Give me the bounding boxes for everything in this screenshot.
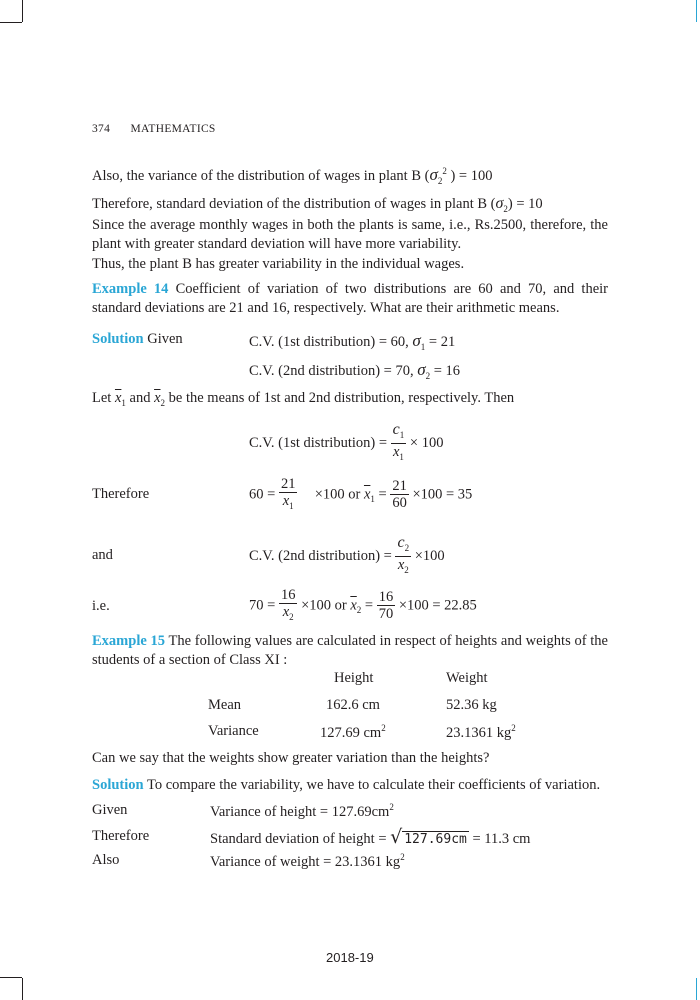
cv2-formula: C.V. (2nd distribution) = $\frac{c_2}{\overline{x}_2}$ ×100 — [249, 535, 445, 578]
page-number: 374 — [92, 123, 111, 135]
example-label: Example 14 — [92, 281, 169, 297]
fraction: $\frac{c_1}{\overline{x}_1}$ — [391, 422, 407, 465]
sd-b-line: Therefore, standard deviation of the distribution of wages in plant B $(\sigma_2) = 10$ — [92, 195, 543, 214]
fraction: $\frac{16}{70}$ — [378, 589, 394, 623]
crop-mark — [0, 977, 22, 978]
given-text: Variance of height = $127.69cm^2$ — [210, 802, 394, 820]
question-line: Can we say that the weights show greater variation than the heights? — [92, 750, 490, 766]
example-14: Example 14 Coefficient of variation of two distributions are 60 and 70, and their standard deviations are 21 and 16, respectively. What are their arithmetic means. — [92, 281, 608, 316]
fraction: $\frac{21}{60}$ — [392, 478, 407, 512]
paragraph: Since the average monthly wages in both the plants is same, i.e., Rs.2500, therefore, the plant with greater standard deviation will have more variability. — [92, 217, 608, 252]
therefore-text: Standard deviation of height = √ 127.69cm = 11.3 cm — [210, 826, 531, 848]
table-row-label: Variance — [208, 723, 259, 739]
crop-mark — [696, 978, 697, 1000]
example-label: Example 15 — [92, 633, 166, 649]
table-header: Weight — [446, 670, 488, 686]
page-footer: 2018-19 — [326, 950, 374, 965]
table-cell: 23.1361 $kg^2$ — [446, 723, 516, 741]
crop-mark — [22, 0, 23, 22]
fraction: $\frac{21}{\overline{x}_1}$ — [279, 476, 298, 514]
table-cell: 127.69 $cm^2$ — [320, 723, 386, 741]
table-cell: 52.36 kg — [446, 697, 497, 713]
crop-mark — [22, 978, 23, 1000]
also-text: Variance of weight = 23.1361 $kg^2$ — [210, 852, 405, 870]
therefore-label: Therefore — [92, 828, 150, 844]
example-15: Example 15 The following values are calculated in respect of heights and weights of the students of a section of Class XI : — [92, 633, 608, 668]
page-header — [92, 123, 216, 135]
table-row-label: Mean — [208, 697, 242, 713]
therefore-label: Therefore — [92, 486, 150, 502]
solution-label: Solution — [92, 777, 144, 793]
also-label: Also — [92, 852, 120, 868]
sqrt-radicand: 127.69cm — [404, 832, 467, 847]
header-title: MATHEMATICS — [130, 123, 216, 135]
cv1-line: C.V. (1st distribution) = 60, $\sigma_1 = 21$ — [249, 331, 456, 352]
table-cell: 162.6 cm — [326, 697, 380, 713]
and-label: and — [92, 547, 113, 563]
table-header: Height — [334, 670, 374, 686]
crop-mark — [696, 0, 697, 22]
solution-given: Solution Given — [92, 331, 183, 347]
eq1: 60 = $\frac{21}{\overline{x}_1}$ ×100 or $\overline{x}_1$ = $\frac{21}{60}$ ×100 = 35 — [249, 476, 472, 514]
let-line: Let $\overline{x}_1$ and $\overline{x}_2$ be the means of 1st and 2nd distribution, respectively. Then — [92, 390, 515, 408]
fraction: $\frac{c_2}{\overline{x}_2}$ — [395, 535, 411, 578]
given-label: Given — [92, 802, 128, 818]
ie-label: i.e. — [92, 598, 110, 614]
crop-mark — [0, 22, 22, 23]
variance-b-line: Also, the variance of the distribution of wages in plant B ($\sigma_2^2$ ) = 100 — [92, 165, 493, 186]
solution-line: Solution To compare the variability, we have to calculate their coefficients of variation. — [92, 777, 601, 793]
sqrt-symbol: √ — [390, 826, 403, 848]
cv1-formula: C.V. (1st distribution) = $\frac{c_1}{\overline{x}_1}$ × 100 — [249, 422, 443, 465]
cv2-line: C.V. (2nd distribution) = 70, $\sigma_2 = 16$ — [249, 360, 461, 381]
fraction: $\frac{16}{\overline{x}_2}$ — [279, 587, 298, 625]
eq2: 70 = $\frac{16}{\overline{x}_2}$ ×100 or $\overline{x}_2$ = $\frac{16}{70}$ ×100 = 22.85 — [249, 587, 477, 625]
paragraph: Thus, the plant B has greater variability in the individual wages. — [92, 256, 465, 272]
solution-label: Solution — [92, 331, 144, 347]
